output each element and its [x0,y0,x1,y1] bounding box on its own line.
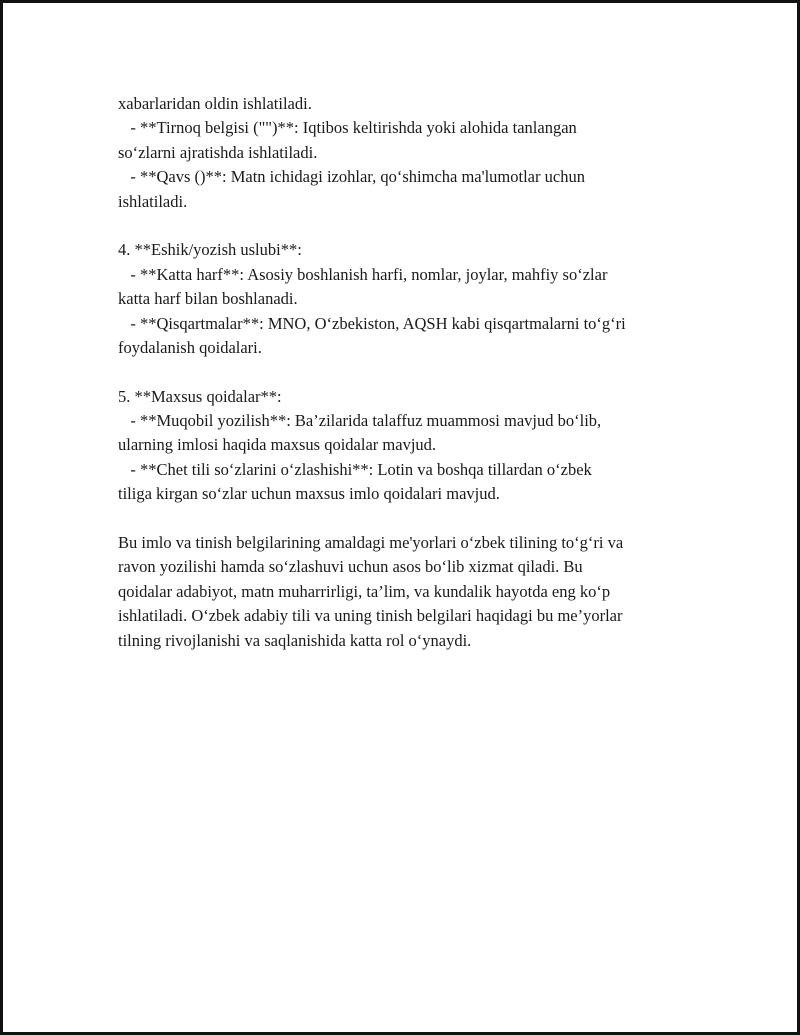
text-line: tilning rivojlanishi va saqlanishida katta rol o‘ynaydi. [118,630,472,650]
conclusion-paragraph [118,531,698,653]
list-item-line: - **Muqobil yozilish**: Ba’zilarida talaffuz muammosi mavjud bo‘lib, [118,411,602,431]
section-heading: 5. **Maxsus qoidalar**: [118,386,282,406]
page-content [118,92,698,653]
section-heading: 4. **Eshik/yozish uslubi**: [118,240,302,260]
list-item-line: - **Chet tili so‘zlarini o‘zlashishi**: Lotin va boshqa tillardan o‘zbek [118,459,592,479]
text-line: xabarlaridan oldin ishlatiladi. [118,94,312,113]
text-line: foydalanish qoidalari. [118,337,262,357]
text-line: ravon yozilishi hamda so‘zlashuvi uchun asos bo‘lib xizmat qiladi. Bu [118,557,583,577]
continuation-block [118,92,698,214]
list-item-line: - **Katta harf**: Asosiy boshlanish harfi, nomlar, joylar, mahfiy so‘zlar [118,264,608,284]
text-line: ishlatiladi. [118,191,188,211]
paragraph-gap [118,360,698,384]
paragraph-gap [118,214,698,238]
text-line: tiliga kirgan so‘zlar uchun maxsus imlo qoidalari mavjud. [118,484,500,504]
list-item-line: - **Qisqartmalar**: MNO, O‘zbekiston, AQSH kabi qisqartmalarni to‘g‘ri [118,313,626,333]
text-line: so‘zlarni ajratishda ishlatiladi. [118,142,318,162]
section-4 [118,238,698,360]
text-line: katta harf bilan boshlanadi. [118,289,298,309]
text-line: qoidalar adabiyot, matn muharrirligi, ta’lim, va kundalik hayotda eng ko‘p [118,581,611,601]
paragraph-gap [118,507,698,531]
text-line: ularning imlosi haqida maxsus qoidalar mavjud. [118,435,437,455]
section-5 [118,385,698,507]
list-item-line: - **Qavs ()**: Matn ichidagi izohlar, qo‘shimcha ma'lumotlar uchun [118,167,585,187]
text-line: Bu imlo va tinish belgilarining amaldagi me'yorlari o‘zbek tilining to‘g‘ri va [118,533,624,553]
list-item-line: - **Tirnoq belgisi ("")**: Iqtibos keltirishda yoki alohida tanlangan [118,118,577,138]
text-line: ishlatiladi. O‘zbek adabiy tili va uning tinish belgilari haqidagi bu me’yorlar [118,606,623,626]
